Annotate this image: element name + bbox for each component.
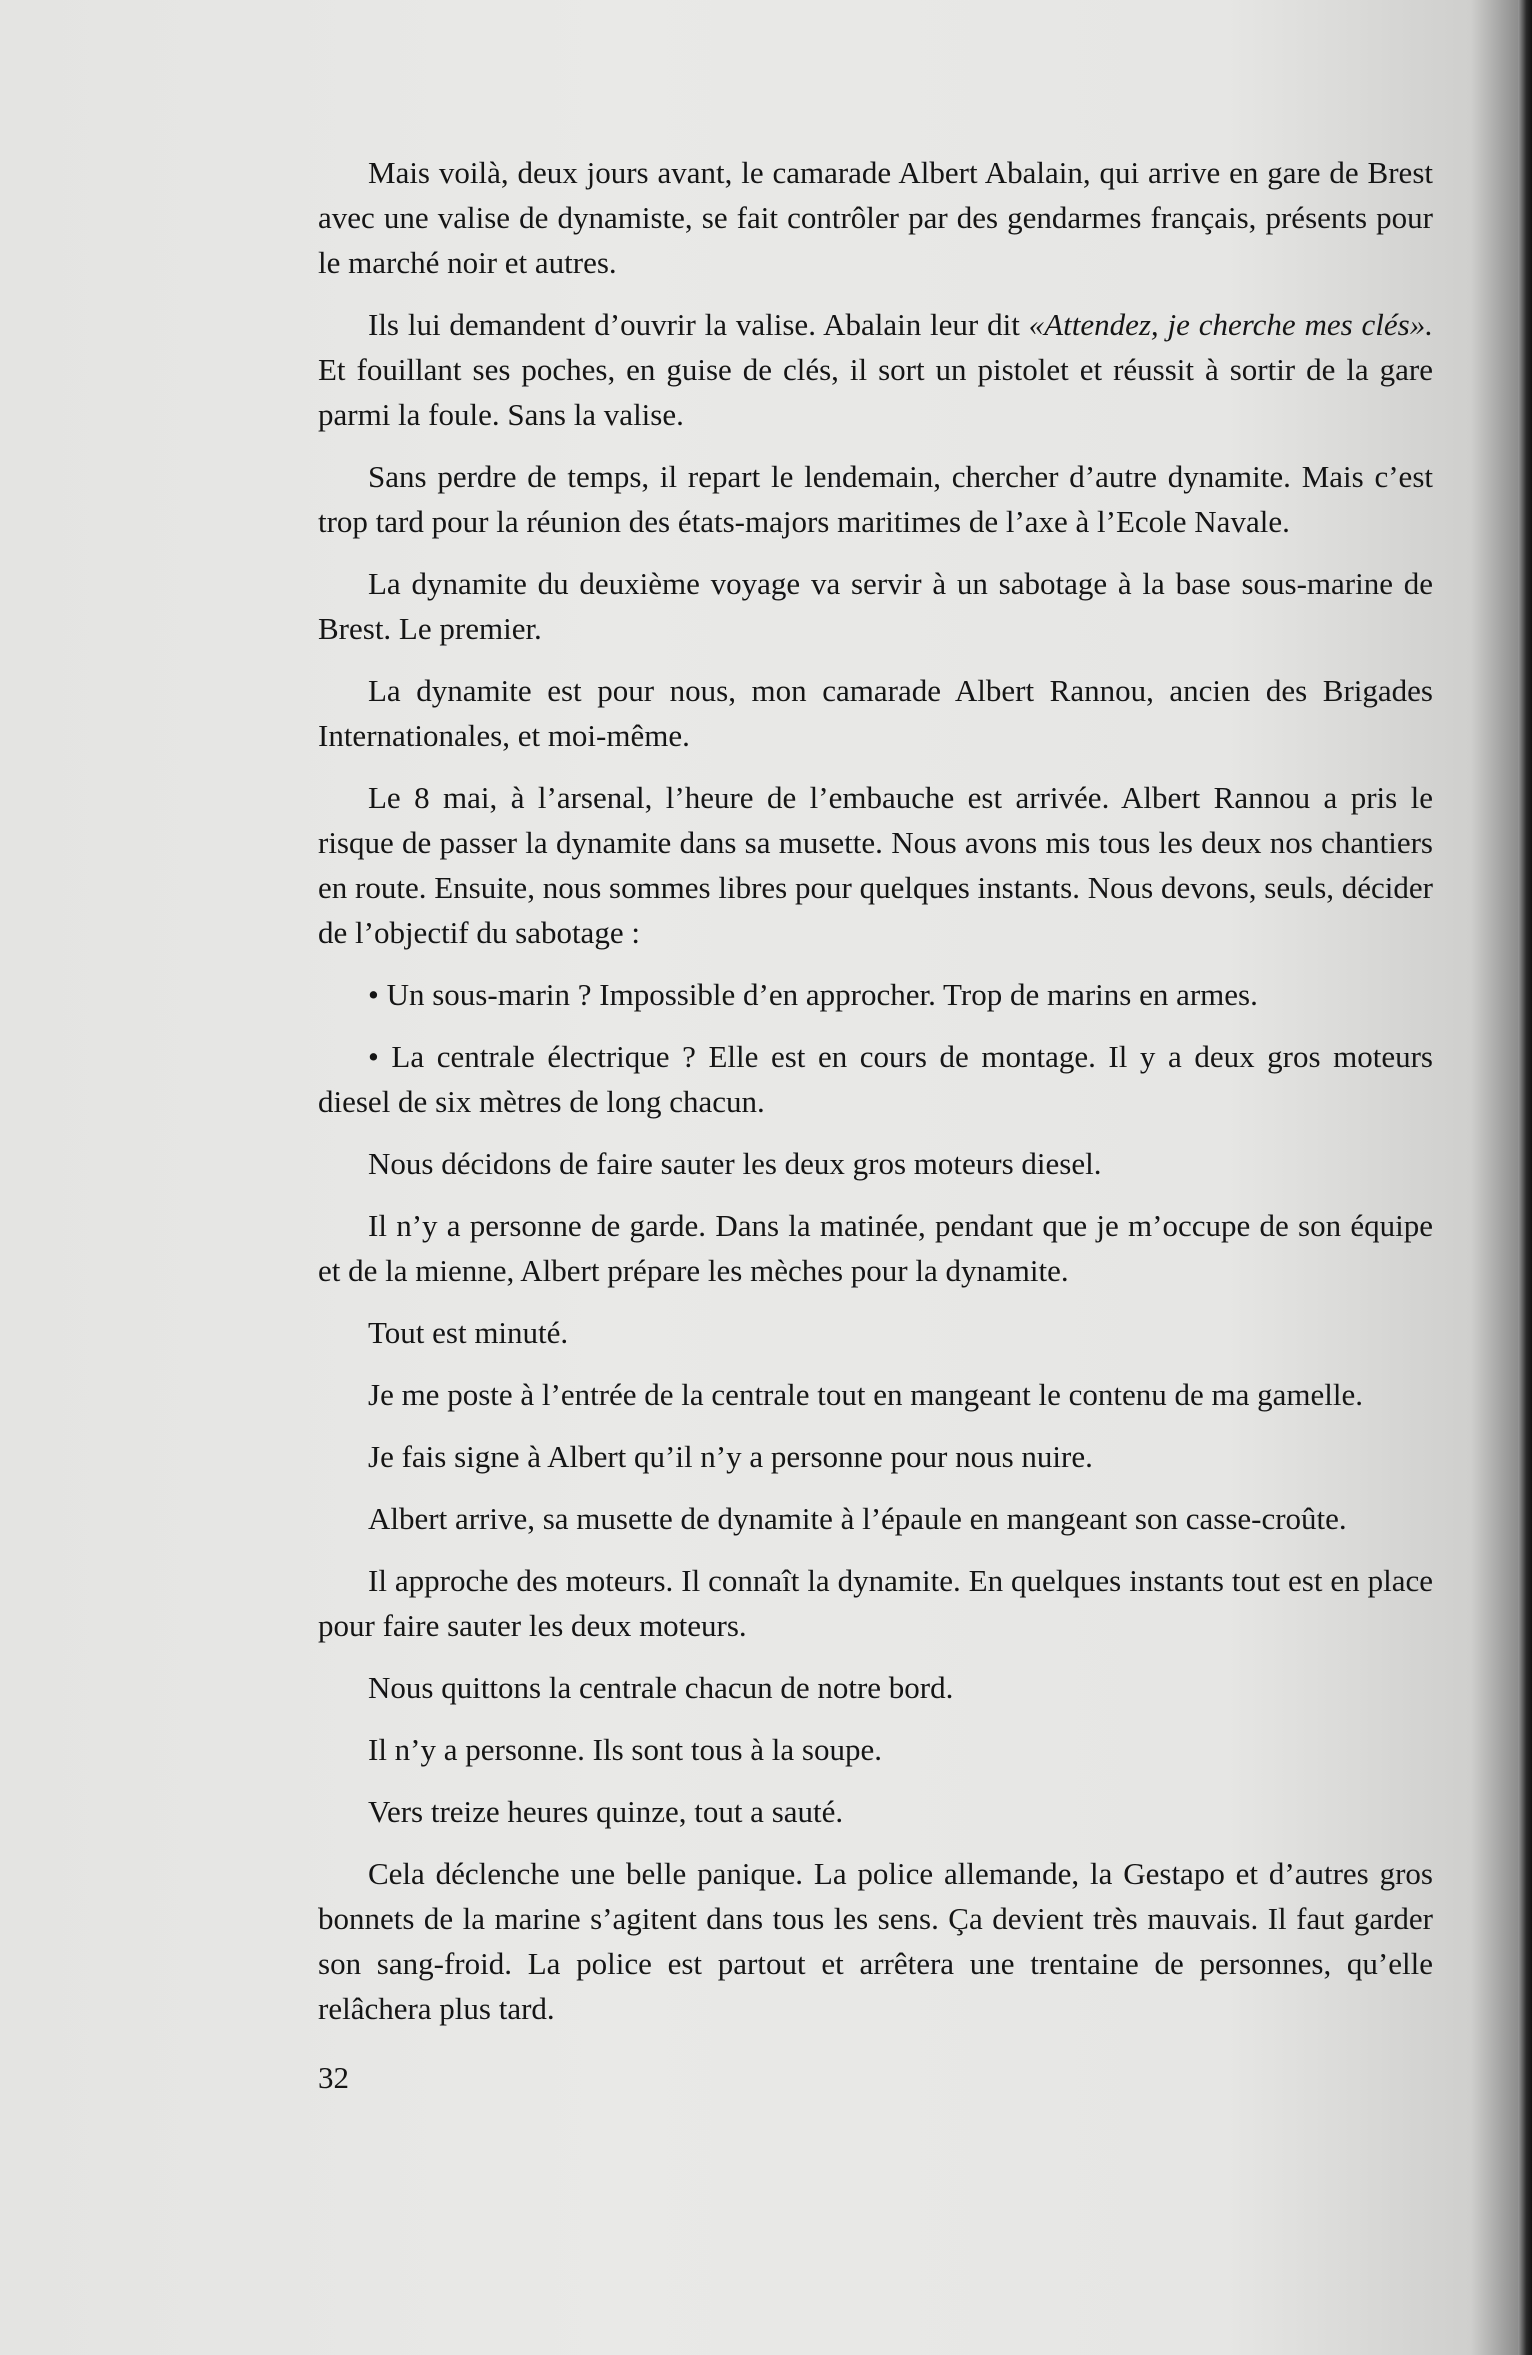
- body-text: [318, 150, 1433, 2048]
- bullet-item-1: • Un sous-marin ? Impossible d’en approcher. Trop de marins en armes.: [368, 977, 1258, 1012]
- paragraph-15: Il approche des moteurs. Il connaît la dynamite. En quelques instants tout est en place pour faire sauter les deux moteurs.: [318, 1563, 1433, 1643]
- paragraph-9: Nous décidons de faire sauter les deux gros moteurs diesel.: [368, 1146, 1102, 1181]
- paragraph-4: La dynamite du deuxième voyage va servir à un sabotage à la base sous-marine de Brest. Le premier.: [318, 566, 1433, 646]
- paragraph-11: Tout est minuté.: [368, 1315, 569, 1350]
- paragraph-2-start: Ils lui demandent d’ouvrir la valise. Abalain leur dit: [368, 307, 1020, 342]
- paragraph-17: Il n’y a personne. Ils sont tous à la soupe.: [368, 1732, 882, 1767]
- paragraph-18: Vers treize heures quinze, tout a sauté.: [368, 1794, 844, 1829]
- page-edge-shadow: [1518, 0, 1532, 2355]
- paragraph-5: La dynamite est pour nous, mon camarade Albert Rannou, ancien des Brigades Internationales, et moi-même.: [318, 673, 1433, 753]
- paragraph-12: Je me poste à l’entrée de la centrale tout en mangeant le contenu de ma gamelle.: [368, 1377, 1363, 1412]
- paragraph-19: Cela déclenche une belle panique. La police allemande, la Gestapo et d’autres gros bonnets de la marine s’agitent dans tous les sens. Ça devient très mauvais. Il faut garder son sang-froid. La police est partout et arrêtera une trentaine de personnes, qu’elle relâchera plus tard.: [318, 1856, 1433, 2026]
- paragraph-6: Le 8 mai, à l’arsenal, l’heure de l’embauche est arrivée. Albert Rannou a pris le risque de passer la dynamite dans sa musette. Nous avons mis tous les deux nos chantiers en route. Ensuite, nous sommes libres pour quelques instants. Nous devons, seuls, décider de l’objectif du sabotage :: [318, 780, 1433, 950]
- paragraph-10: Il n’y a personne de garde. Dans la matinée, pendant que je m’occupe de son équipe et de la mienne, Albert prépare les mèches pour la dynamite.: [318, 1208, 1433, 1288]
- page-number: 32: [318, 2060, 349, 2095]
- paragraph-13: Je fais signe à Albert qu’il n’y a personne pour nous nuire.: [368, 1439, 1093, 1474]
- paragraph-3: Sans perdre de temps, il repart le lendemain, chercher d’autre dynamite. Mais c’est trop tard pour la réunion des états-majors maritimes de l’axe à l’Ecole Navale.: [318, 459, 1433, 539]
- paragraph-2: [318, 302, 1433, 437]
- paragraph-2-end: Et fouillant ses poches, en guise de clés, il sort un pistolet et réussit à sortir de la gare parmi la foule. Sans la valise.: [318, 352, 1433, 432]
- paragraph-14: Albert arrive, sa musette de dynamite à l’épaule en mangeant son casse-croûte.: [368, 1501, 1347, 1536]
- bullet-item-2: • La centrale électrique ? Elle est en cours de montage. Il y a deux gros moteurs diesel de six mètres de long chacun.: [318, 1039, 1433, 1119]
- paragraph-2-quote: «Attendez, je cherche mes clés».: [1028, 307, 1433, 342]
- paragraph-16: Nous quittons la centrale chacun de notre bord.: [368, 1670, 954, 1705]
- paragraph-1: Mais voilà, deux jours avant, le camarade Albert Abalain, qui arrive en gare de Brest avec une valise de dynamiste, se fait contrôler par des gendarmes français, présents pour le marché noir et autres.: [318, 155, 1433, 280]
